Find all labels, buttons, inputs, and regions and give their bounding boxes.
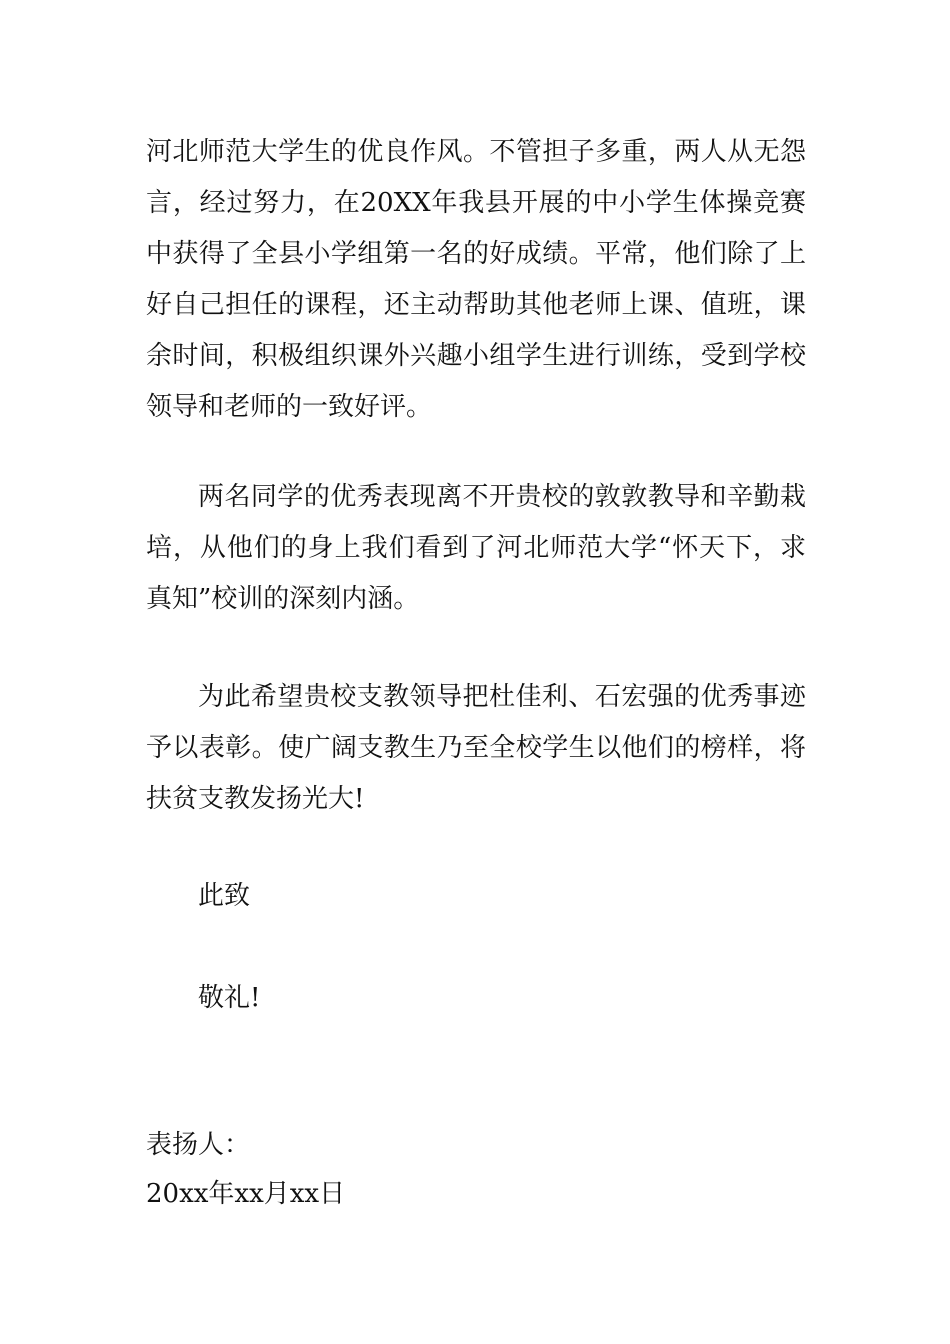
salutation: 敬礼! [198, 983, 261, 1013]
closing-phrase: 此致 [198, 881, 251, 911]
body-paragraph-1: 河北师范大学生的优良作风。不管担子多重，两人从无怨言，经过努力，在20XX年我县开展的中小学生体操竞赛中获得了全县小学组第一名的好成绩。平常，他们除了上好自己担任的课程，还主动帮助其他老师上课、值班，课余时间，积极组织课外兴趣小组学生进行训练，受到学校领导和老师的一致好评。 [146, 137, 806, 422]
body-paragraph-3: 为此希望贵校支教领导把杜佳利、石宏强的优秀事迹予以表彰。使广阔支教生乃至全校学生以他们的榜样，将扶贫支教发扬光大! [146, 682, 806, 814]
body-paragraph-2: 两名同学的优秀表现离不开贵校的敦敦教导和辛勤栽培，从他们的身上我们看到了河北师范大学“怀天下，求真知”校训的深刻内涵。 [146, 482, 806, 614]
signer-label: 表扬人： [146, 1130, 251, 1160]
document-date: 20xx年xx月xx日 [146, 1179, 346, 1209]
